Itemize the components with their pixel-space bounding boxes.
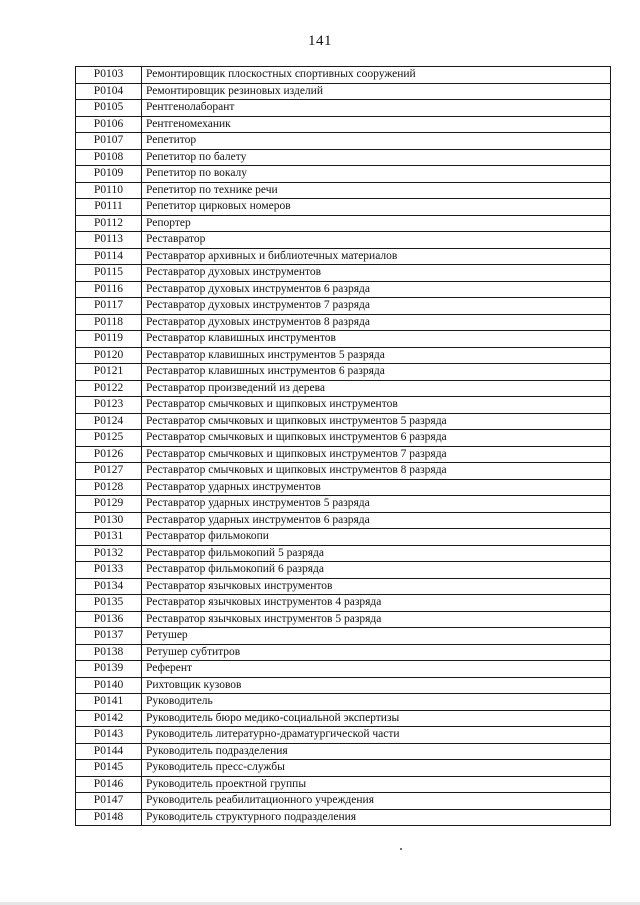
occupation-code-cell: Р0143 — [76, 727, 142, 744]
table-row — [76, 182, 611, 199]
occupation-name-cell: Рентгенолаборант — [142, 100, 611, 117]
occupation-code-table — [75, 66, 611, 826]
occupation-code-cell: Р0113 — [76, 232, 142, 249]
table-row — [76, 446, 611, 463]
occupation-code-cell: Р0104 — [76, 83, 142, 100]
table-row — [76, 512, 611, 529]
occupation-name-cell: Руководитель проектной группы — [142, 776, 611, 793]
occupation-name-cell: Реставратор ударных инструментов 5 разряда — [142, 496, 611, 513]
occupation-code-cell: Р0126 — [76, 446, 142, 463]
occupation-name-cell: Реставратор клавишных инструментов 5 разряда — [142, 347, 611, 364]
occupation-name-cell: Реставратор смычковых и щипковых инструментов — [142, 397, 611, 414]
occupation-name-cell: Ретушер субтитров — [142, 644, 611, 661]
occupation-code-cell: Р0125 — [76, 430, 142, 447]
occupation-name-cell: Руководитель бюро медико-социальной экспертизы — [142, 710, 611, 727]
scan-speck — [400, 848, 402, 850]
occupation-code-cell: Р0137 — [76, 628, 142, 645]
occupation-code-cell: Р0130 — [76, 512, 142, 529]
table-row — [76, 760, 611, 777]
table-row — [76, 628, 611, 645]
occupation-code-cell: Р0116 — [76, 281, 142, 298]
occupation-name-cell: Репетитор по технике речи — [142, 182, 611, 199]
table-row — [76, 644, 611, 661]
occupation-code-cell: Р0112 — [76, 215, 142, 232]
table-row — [76, 67, 611, 84]
occupation-code-cell: Р0120 — [76, 347, 142, 364]
table-row — [76, 248, 611, 265]
occupation-code-cell: Р0105 — [76, 100, 142, 117]
occupation-code-cell: Р0141 — [76, 694, 142, 711]
table-row — [76, 463, 611, 480]
occupation-code-cell: Р0135 — [76, 595, 142, 612]
occupation-code-cell: Р0146 — [76, 776, 142, 793]
occupation-name-cell: Реставратор духовых инструментов 6 разряда — [142, 281, 611, 298]
table-row — [76, 100, 611, 117]
table-row — [76, 215, 611, 232]
table-row — [76, 562, 611, 579]
occupation-code-cell: Р0140 — [76, 677, 142, 694]
occupation-name-cell: Руководитель реабилитационного учреждения — [142, 793, 611, 810]
occupation-code-cell: Р0129 — [76, 496, 142, 513]
table-row — [76, 479, 611, 496]
occupation-code-cell: Р0132 — [76, 545, 142, 562]
occupation-name-cell: Реставратор духовых инструментов — [142, 265, 611, 282]
occupation-code-cell: Р0121 — [76, 364, 142, 381]
table-row — [76, 677, 611, 694]
occupation-code-cell: Р0123 — [76, 397, 142, 414]
table-row — [76, 661, 611, 678]
table-row — [76, 397, 611, 414]
table-row — [76, 166, 611, 183]
table-row — [76, 529, 611, 546]
occupation-code-cell: Р0122 — [76, 380, 142, 397]
occupation-code-cell: Р0147 — [76, 793, 142, 810]
table-row — [76, 298, 611, 315]
occupation-name-cell: Реставратор смычковых и щипковых инструментов 7 разряда — [142, 446, 611, 463]
occupation-name-cell: Руководитель структурного подразделения — [142, 809, 611, 826]
table-row — [76, 430, 611, 447]
table-row — [76, 281, 611, 298]
occupation-name-cell: Реставратор ударных инструментов — [142, 479, 611, 496]
occupation-code-cell: Р0136 — [76, 611, 142, 628]
occupation-code-cell: Р0144 — [76, 743, 142, 760]
occupation-name-cell: Репетитор — [142, 133, 611, 150]
occupation-name-cell: Референт — [142, 661, 611, 678]
occupation-name-cell: Репетитор по балету — [142, 149, 611, 166]
table-row — [76, 496, 611, 513]
table-row — [76, 793, 611, 810]
occupation-name-cell: Реставратор смычковых и щипковых инструментов 8 разряда — [142, 463, 611, 480]
table-row — [76, 347, 611, 364]
table-body — [76, 67, 611, 826]
table-row — [76, 727, 611, 744]
occupation-name-cell: Реставратор клавишных инструментов — [142, 331, 611, 348]
table-row — [76, 694, 611, 711]
occupation-code-cell: Р0109 — [76, 166, 142, 183]
table-row — [76, 314, 611, 331]
occupation-name-cell: Ретушер — [142, 628, 611, 645]
table-row — [76, 133, 611, 150]
occupation-code-cell: Р0119 — [76, 331, 142, 348]
occupation-name-cell: Реставратор — [142, 232, 611, 249]
occupation-code-cell: Р0106 — [76, 116, 142, 133]
occupation-name-cell: Реставратор язычковых инструментов 5 разряда — [142, 611, 611, 628]
occupation-code-cell: Р0108 — [76, 149, 142, 166]
table-row — [76, 364, 611, 381]
occupation-code-cell: Р0138 — [76, 644, 142, 661]
occupation-name-cell: Реставратор духовых инструментов 8 разряда — [142, 314, 611, 331]
occupation-name-cell: Реставратор произведений из дерева — [142, 380, 611, 397]
occupation-name-cell: Реставратор смычковых и щипковых инструментов 6 разряда — [142, 430, 611, 447]
occupation-name-cell: Реставратор смычковых и щипковых инструментов 5 разряда — [142, 413, 611, 430]
occupation-name-cell: Реставратор фильмокопий 6 разряда — [142, 562, 611, 579]
occupation-name-cell: Реставратор архивных и библиотечных материалов — [142, 248, 611, 265]
occupation-code-cell: Р0131 — [76, 529, 142, 546]
table-row — [76, 809, 611, 826]
occupation-code-cell: Р0139 — [76, 661, 142, 678]
table-row — [76, 595, 611, 612]
occupation-code-cell: Р0117 — [76, 298, 142, 315]
occupation-code-cell: Р0110 — [76, 182, 142, 199]
occupation-name-cell: Реставратор фильмокопи — [142, 529, 611, 546]
occupation-code-cell: Р0118 — [76, 314, 142, 331]
occupation-code-cell: Р0127 — [76, 463, 142, 480]
table-row — [76, 545, 611, 562]
occupation-code-cell: Р0111 — [76, 199, 142, 216]
occupation-name-cell: Руководитель пресс-службы — [142, 760, 611, 777]
occupation-code-cell: Р0115 — [76, 265, 142, 282]
occupation-code-cell: Р0107 — [76, 133, 142, 150]
table-row — [76, 83, 611, 100]
table-row — [76, 199, 611, 216]
occupation-code-cell: Р0128 — [76, 479, 142, 496]
occupation-code-cell: Р0145 — [76, 760, 142, 777]
occupation-name-cell: Реставратор ударных инструментов 6 разряда — [142, 512, 611, 529]
occupation-name-cell: Рихтовщик кузовов — [142, 677, 611, 694]
occupation-code-cell: Р0142 — [76, 710, 142, 727]
table-row — [76, 776, 611, 793]
table-row — [76, 611, 611, 628]
occupation-code-cell: Р0103 — [76, 67, 142, 84]
table-row — [76, 743, 611, 760]
occupation-code-cell: Р0134 — [76, 578, 142, 595]
table-row — [76, 578, 611, 595]
table-row — [76, 710, 611, 727]
occupation-name-cell: Руководитель — [142, 694, 611, 711]
occupation-code-cell: Р0133 — [76, 562, 142, 579]
occupation-name-cell: Ремонтировщик плоскостных спортивных сооружений — [142, 67, 611, 84]
occupation-name-cell: Рентгеномеханик — [142, 116, 611, 133]
occupation-code-cell: Р0148 — [76, 809, 142, 826]
occupation-name-cell: Руководитель литературно-драматургической части — [142, 727, 611, 744]
table-row — [76, 232, 611, 249]
table-row — [76, 116, 611, 133]
occupation-name-cell: Реставратор духовых инструментов 7 разряда — [142, 298, 611, 315]
occupation-name-cell: Реставратор язычковых инструментов 4 разряда — [142, 595, 611, 612]
occupation-code-cell: Р0114 — [76, 248, 142, 265]
table-row — [76, 149, 611, 166]
occupation-name-cell: Репортер — [142, 215, 611, 232]
occupation-code-cell: Р0124 — [76, 413, 142, 430]
occupation-name-cell: Ремонтировщик резиновых изделий — [142, 83, 611, 100]
table-row — [76, 380, 611, 397]
occupation-name-cell: Реставратор язычковых инструментов — [142, 578, 611, 595]
occupation-name-cell: Руководитель подразделения — [142, 743, 611, 760]
table-row — [76, 265, 611, 282]
occupation-name-cell: Репетитор по вокалу — [142, 166, 611, 183]
occupation-name-cell: Реставратор клавишных инструментов 6 разряда — [142, 364, 611, 381]
occupation-name-cell: Реставратор фильмокопий 5 разряда — [142, 545, 611, 562]
occupation-name-cell: Репетитор цирковых номеров — [142, 199, 611, 216]
table-row — [76, 331, 611, 348]
table-row — [76, 413, 611, 430]
page-number: 141 — [308, 33, 332, 49]
